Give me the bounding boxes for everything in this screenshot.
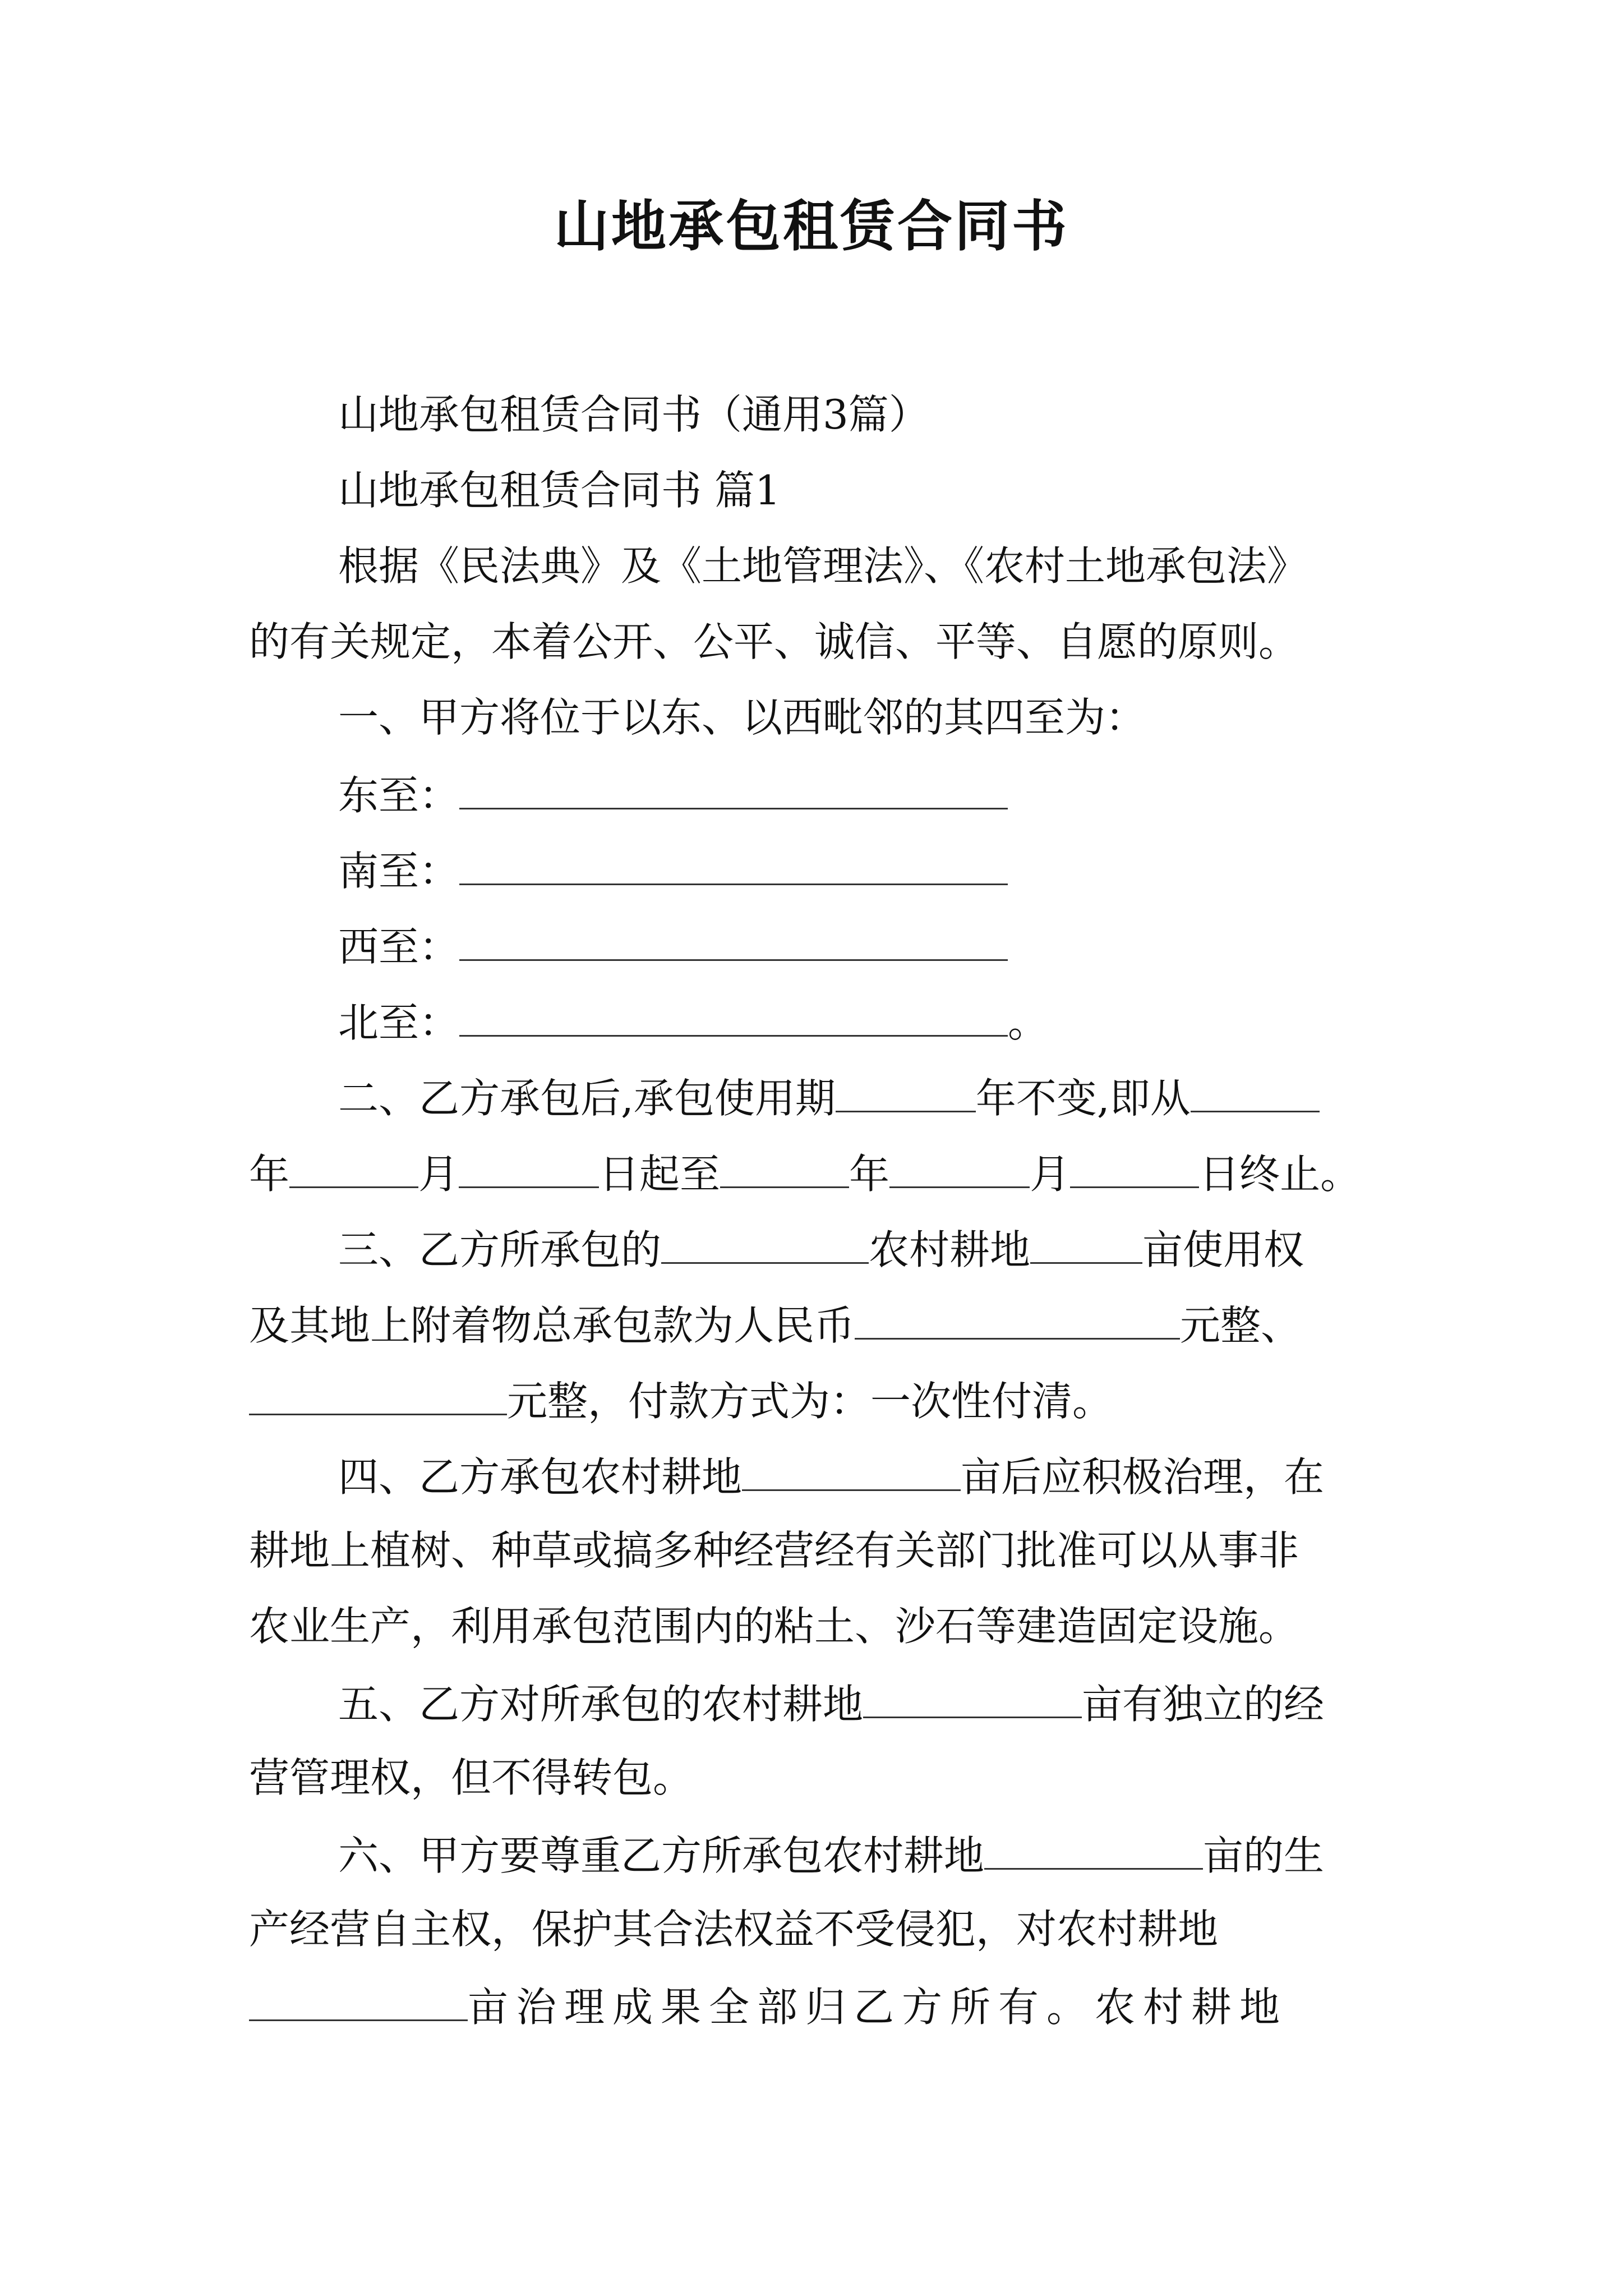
blank-line <box>289 1152 418 1188</box>
clause-2-line-1 <box>338 1075 1320 1122</box>
document-subtitle: 山地承包租赁合同书（通用3篇） <box>338 391 929 438</box>
boundary-west-label: 西至： <box>338 923 460 970</box>
text-segment: 三、乙方所承包的 <box>338 1226 662 1273</box>
blank-line <box>984 1833 1203 1870</box>
text-segment: 年不变,即从 <box>975 1075 1191 1122</box>
boundary-east-label: 东至： <box>338 772 460 819</box>
clause-4-line-1 <box>338 1453 1325 1501</box>
text-segment: 亩使用权 <box>1142 1226 1304 1273</box>
blank-line <box>1191 1076 1320 1112</box>
boundary-south-label: 南至： <box>338 848 460 895</box>
paragraph-line: 的有关规定，本着公开、公平、诚信、平等、自愿的原则。 <box>249 618 1299 665</box>
clause-3-line-1 <box>338 1226 1304 1273</box>
text-segment: 六、甲方要尊重乙方所承包农村耕地 <box>338 1832 985 1879</box>
blank-line <box>1030 1227 1142 1264</box>
text-segment: 亩治理成果全部归乙方所有。农村耕地 <box>468 1984 1288 2031</box>
text-segment: 年 <box>249 1151 290 1198</box>
boundary-north-end: 。 <box>1008 999 1049 1046</box>
text-segment: 日起至 <box>599 1151 721 1198</box>
text-segment: 农村耕地 <box>869 1226 1031 1273</box>
boundary-east <box>338 772 1008 819</box>
blank-line <box>863 1682 1082 1718</box>
text-segment: 元整，付款方式为：一次性付清。 <box>507 1378 1113 1425</box>
text-segment: 亩的生 <box>1203 1832 1325 1879</box>
text-segment: 元整、 <box>1180 1302 1302 1349</box>
boundary-west <box>338 923 1008 970</box>
text-segment: 年 <box>849 1151 890 1198</box>
text-segment: 月 <box>418 1151 459 1198</box>
part-heading: 山地承包租赁合同书 篇1 <box>338 467 781 514</box>
text-segment: 亩有独立的经 <box>1082 1681 1325 1728</box>
text-segment: 及其地上附着物总承包款为人民币 <box>249 1302 855 1349</box>
clause-6-line-3 <box>249 1984 1288 2031</box>
paragraph-line: 农业生产，利用承包范围内的粘土、沙石等建造固定设施。 <box>249 1603 1299 1650</box>
text-segment: 月 <box>1030 1151 1071 1198</box>
boundary-north-label: 北至： <box>338 999 460 1046</box>
clause-2-line-2 <box>249 1151 1361 1198</box>
paragraph-line: 根据《民法典》及《土地管理法》、《农村土地承包法》 <box>338 542 1308 590</box>
text-segment: 四、乙方承包农村耕地 <box>338 1453 743 1501</box>
text-segment: 亩后应积极治理，在 <box>961 1453 1325 1501</box>
blank-line <box>459 924 1008 961</box>
text-segment: 五、乙方对所承包的农村耕地 <box>338 1681 864 1728</box>
blank-line <box>459 849 1008 885</box>
blank-line <box>1070 1152 1199 1188</box>
paragraph-line: 耕地上植树、种草或搞多种经营经有关部门批准可以从事非 <box>249 1527 1299 1574</box>
text-segment: 二、乙方承包后,承包使用期 <box>338 1075 836 1122</box>
clause-6-line-1 <box>338 1832 1325 1879</box>
blank-line <box>459 1152 599 1188</box>
blank-line <box>249 1985 468 2021</box>
clause-3-line-2 <box>249 1302 1302 1349</box>
clause-1-heading: 一、甲方将位于以东、以西毗邻的其四至为： <box>338 694 1146 741</box>
text-segment: 日终止。 <box>1199 1151 1361 1198</box>
paragraph-line: 营管理权，但不得转包。 <box>249 1754 694 1801</box>
clause-5-line-1 <box>338 1681 1325 1728</box>
blank-line <box>855 1303 1180 1340</box>
blank-line <box>249 1379 507 1415</box>
boundary-north <box>338 999 1049 1046</box>
blank-line <box>889 1152 1030 1188</box>
blank-line <box>742 1455 961 1491</box>
blank-line <box>836 1076 976 1112</box>
boundary-south <box>338 848 1008 895</box>
blank-line <box>720 1152 849 1188</box>
clause-3-line-3 <box>249 1378 1113 1425</box>
paragraph-line: 产经营自主权，保护其合法权益不受侵犯，对农村耕地 <box>249 1906 1219 1953</box>
blank-line <box>459 773 1008 809</box>
document-title: 山地承包租赁合同书 <box>554 194 1069 259</box>
blank-line <box>459 1000 1008 1037</box>
blank-line <box>661 1227 869 1264</box>
